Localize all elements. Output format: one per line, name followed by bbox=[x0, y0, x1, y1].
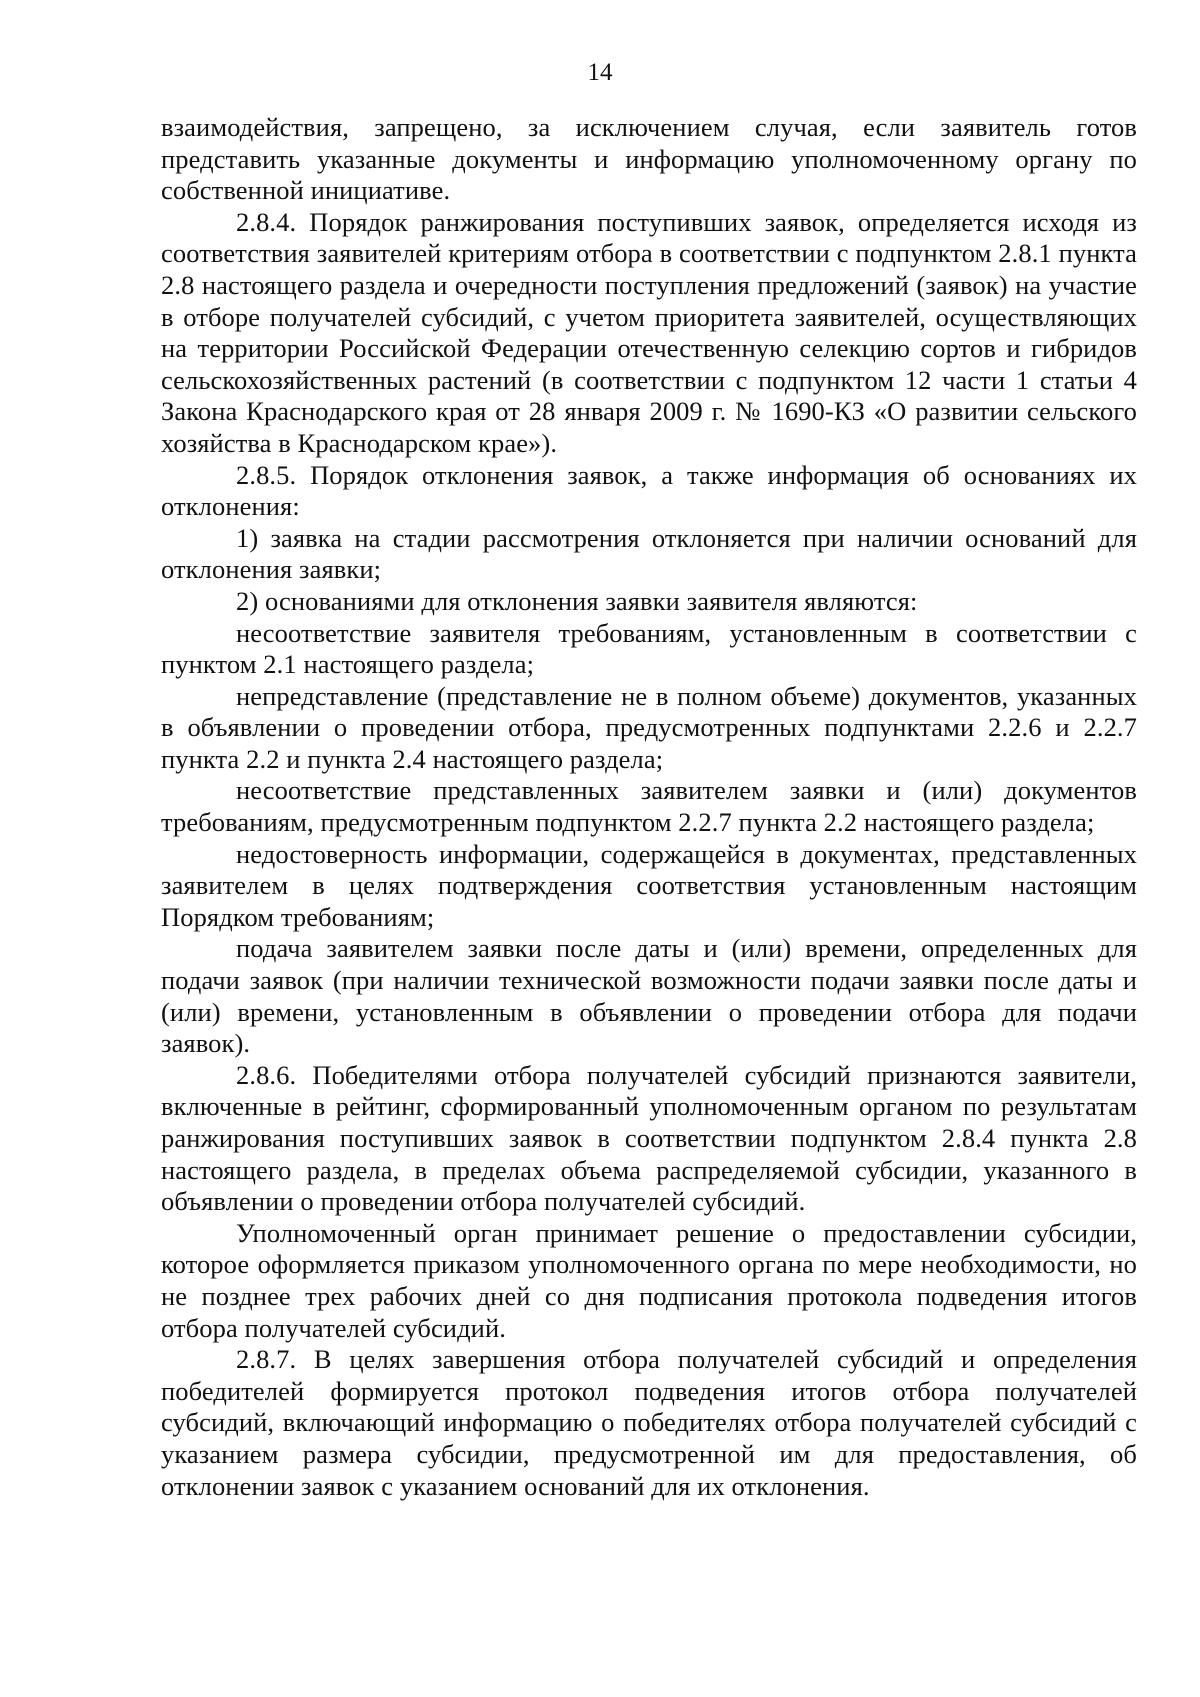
paragraph-2-8-7: 2.8.7. В целях завершения отбора получателей субсидий и определения победителей формируется протокол подведения итогов отбора получателей субсидий, включающий информацию о победителях отбора получателей субсидий с указанием размера субсидии, предусмотренной им для предоставления, об отклонении заявок с указанием оснований для их отклонения. bbox=[161, 1344, 1137, 1501]
page-number: 14 bbox=[587, 59, 613, 86]
paragraph-ground-4: недостоверность информации, содержащейся в документах, представленных заявителем в целях подтверждения соответствия установленным настоящим Порядком требованиям; bbox=[161, 838, 1137, 932]
paragraph-item-2: 2) основаниями для отклонения заявки заявителя являются: bbox=[236, 585, 918, 616]
paragraph-ground-3: несоответствие представленных заявителем заявки и (или) документов требованиям, предусмотренным подпунктом 2.2.7 пункта 2.2 настоящего раздела; bbox=[161, 775, 1137, 838]
paragraph-2-8-6: 2.8.6. Победителями отбора получателей субсидий признаются заявители, включенные в рейтинг, сформированный уполномоченным органом по результатам ранжирования поступивших заявок в соответствии подпунктом 2.8.4 пункта 2.8 настоящего раздела, в пределах объема распределяемой субсидии, указанного в объявлении о проведении отбора получателей субсидий. bbox=[161, 1059, 1137, 1217]
paragraph-continuation: взаимодействия, запрещено, за исключением случая, если заявитель готов представить указанные документы и информацию уполномоченному органу по собственной инициативе. bbox=[161, 112, 1137, 206]
paragraph-2-8-4: 2.8.4. Порядок ранжирования поступивших заявок, определяется исходя из соответствия заявителей критериям отбора в соответствии с подпунктом 2.8.1 пункта 2.8 настоящего раздела и очередности поступления предложений (заявок) на участие в отборе получателей субсидий, с учетом приоритета заявителей, осуществляющих на территории Российской Федерации отечественную селекцию сортов и гибридов сельскохозяйственных растений (в соответствии с подпунктом 12 части 1 статьи 4 Закона Краснодарского края от 28 января 2009 г. № 1690-КЗ «О развитии сельского хозяйства в Краснодарском крае»). bbox=[161, 206, 1137, 458]
paragraph-ground-2: непредставление (представление не в полном объеме) документов, указанных в объявлении о проведении отбора, предусмотренных подпунктами 2.2.6 и 2.2.7 пункта 2.2 и пункта 2.4 настоящего раздела; bbox=[161, 680, 1137, 774]
paragraph-2-8-5: 2.8.5. Порядок отклонения заявок, а также информация об основаниях их отклонения: bbox=[161, 459, 1137, 522]
paragraph-decision: Уполномоченный орган принимает решение о предоставлении субсидии, которое оформляется приказом уполномоченного органа по мере необходимости, но не позднее трех рабочих дней со дня подписания протокола подведения итогов отбора получателей субсидий. bbox=[161, 1217, 1137, 1343]
paragraph-ground-1: несоответствие заявителя требованиям, установленным в соответствии с пунктом 2.1 настоящего раздела; bbox=[161, 617, 1137, 680]
paragraph-item-1: 1) заявка на стадии рассмотрения отклоняется при наличии оснований для отклонения заявки; bbox=[161, 522, 1137, 585]
paragraph-ground-5: подача заявителем заявки после даты и (или) времени, определенных для подачи заявок (при наличии технической возможности подачи заявки после даты и (или) времени, установленным в объявлении о проведении отбора для подачи заявок). bbox=[161, 933, 1137, 1059]
document-body bbox=[161, 112, 1137, 1502]
